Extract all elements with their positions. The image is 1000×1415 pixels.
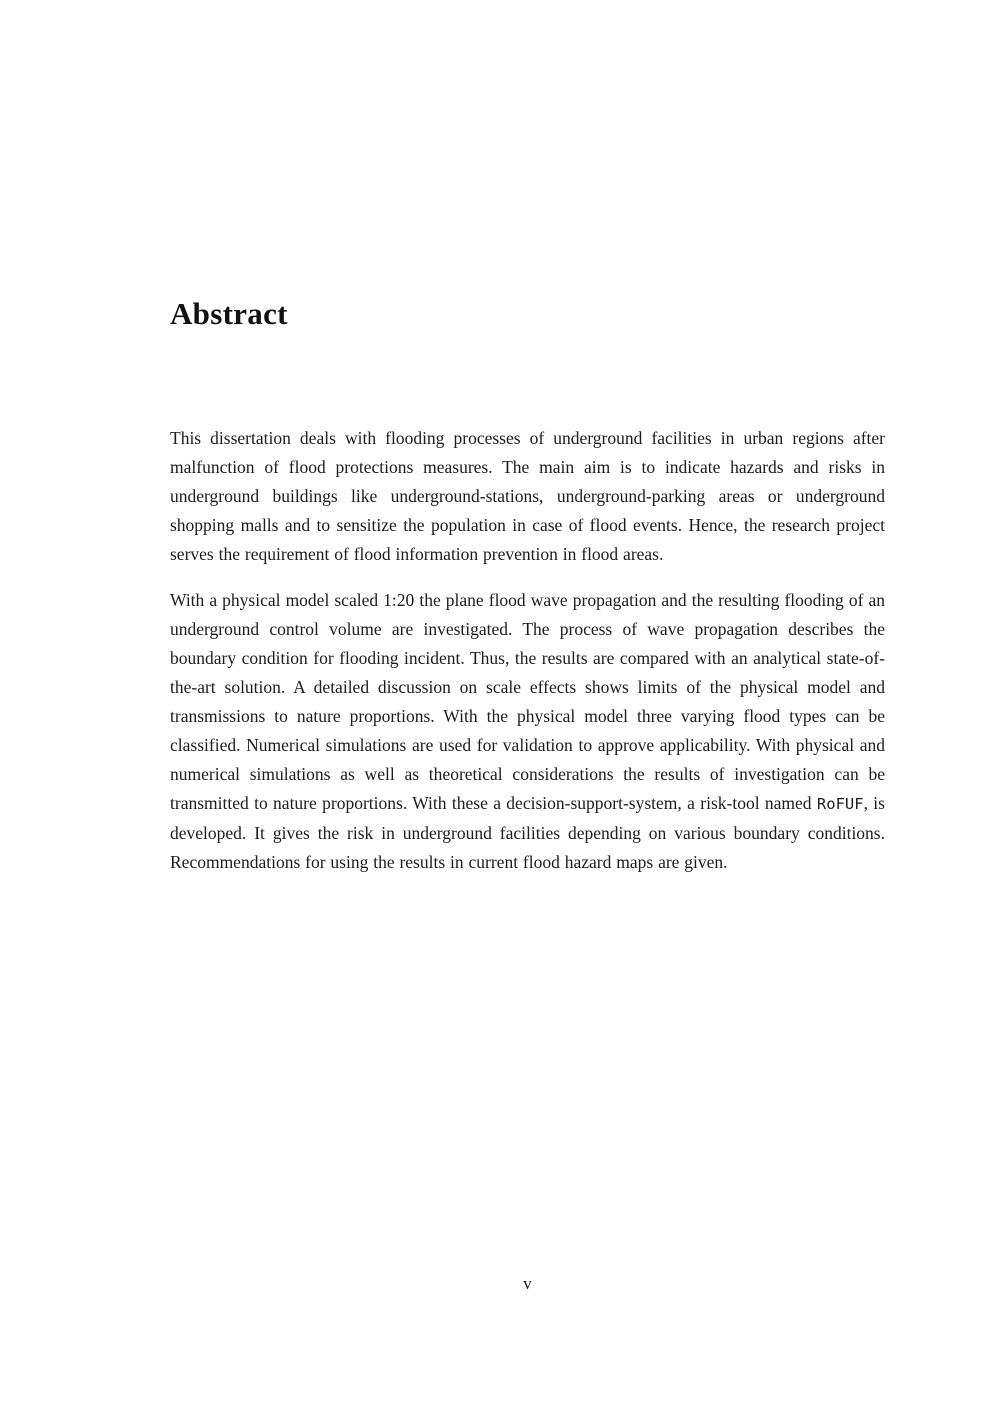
rofuf-tool-name: RoFUF: [816, 795, 864, 813]
page-number: v: [523, 1274, 532, 1293]
abstract-paragraph-1: This dissertation deals with flooding processes of underground facilities in urban regions after malfunction of flood protections measures. The main aim is to indicate hazards and risks in underground buildings like underground-stations, underground-parking areas or underground shopping malls and to sensitize the population in case of flood events. Hence, the research project serves the requirement of flood information prevention in flood areas.: [170, 428, 885, 564]
abstract-paragraph-2: [170, 586, 885, 877]
text-block: [170, 0, 885, 894]
paragraph-2-segment-1: With a physical model scaled 1:20 the plane flood wave propagation and the resulting flooding of an underground control volume are investigated. The process of wave propagation describes the boundary condition for flooding incident. Thus, the results are compared with an analytical state-of-the-art solution. A detailed discussion on scale effects shows limits of the physical model and transmissions to nature proportions. With the physical model three varying flood types can be classified. Numerical simulations are used for validation to approve applicability. With physical and numerical simulations as well as theoretical considerations the results of investigation can be transmitted to nature proportions. With these a decision-support-system, a risk-tool named: [170, 590, 885, 813]
page-title: Abstract: [170, 296, 288, 331]
paragraph-2-segment-2: , is developed. It gives the risk in underground facilities depending on various boundary conditions. Recommendations for using the results in current flood hazard maps are given.: [170, 793, 885, 872]
abstract-body: [170, 424, 885, 877]
